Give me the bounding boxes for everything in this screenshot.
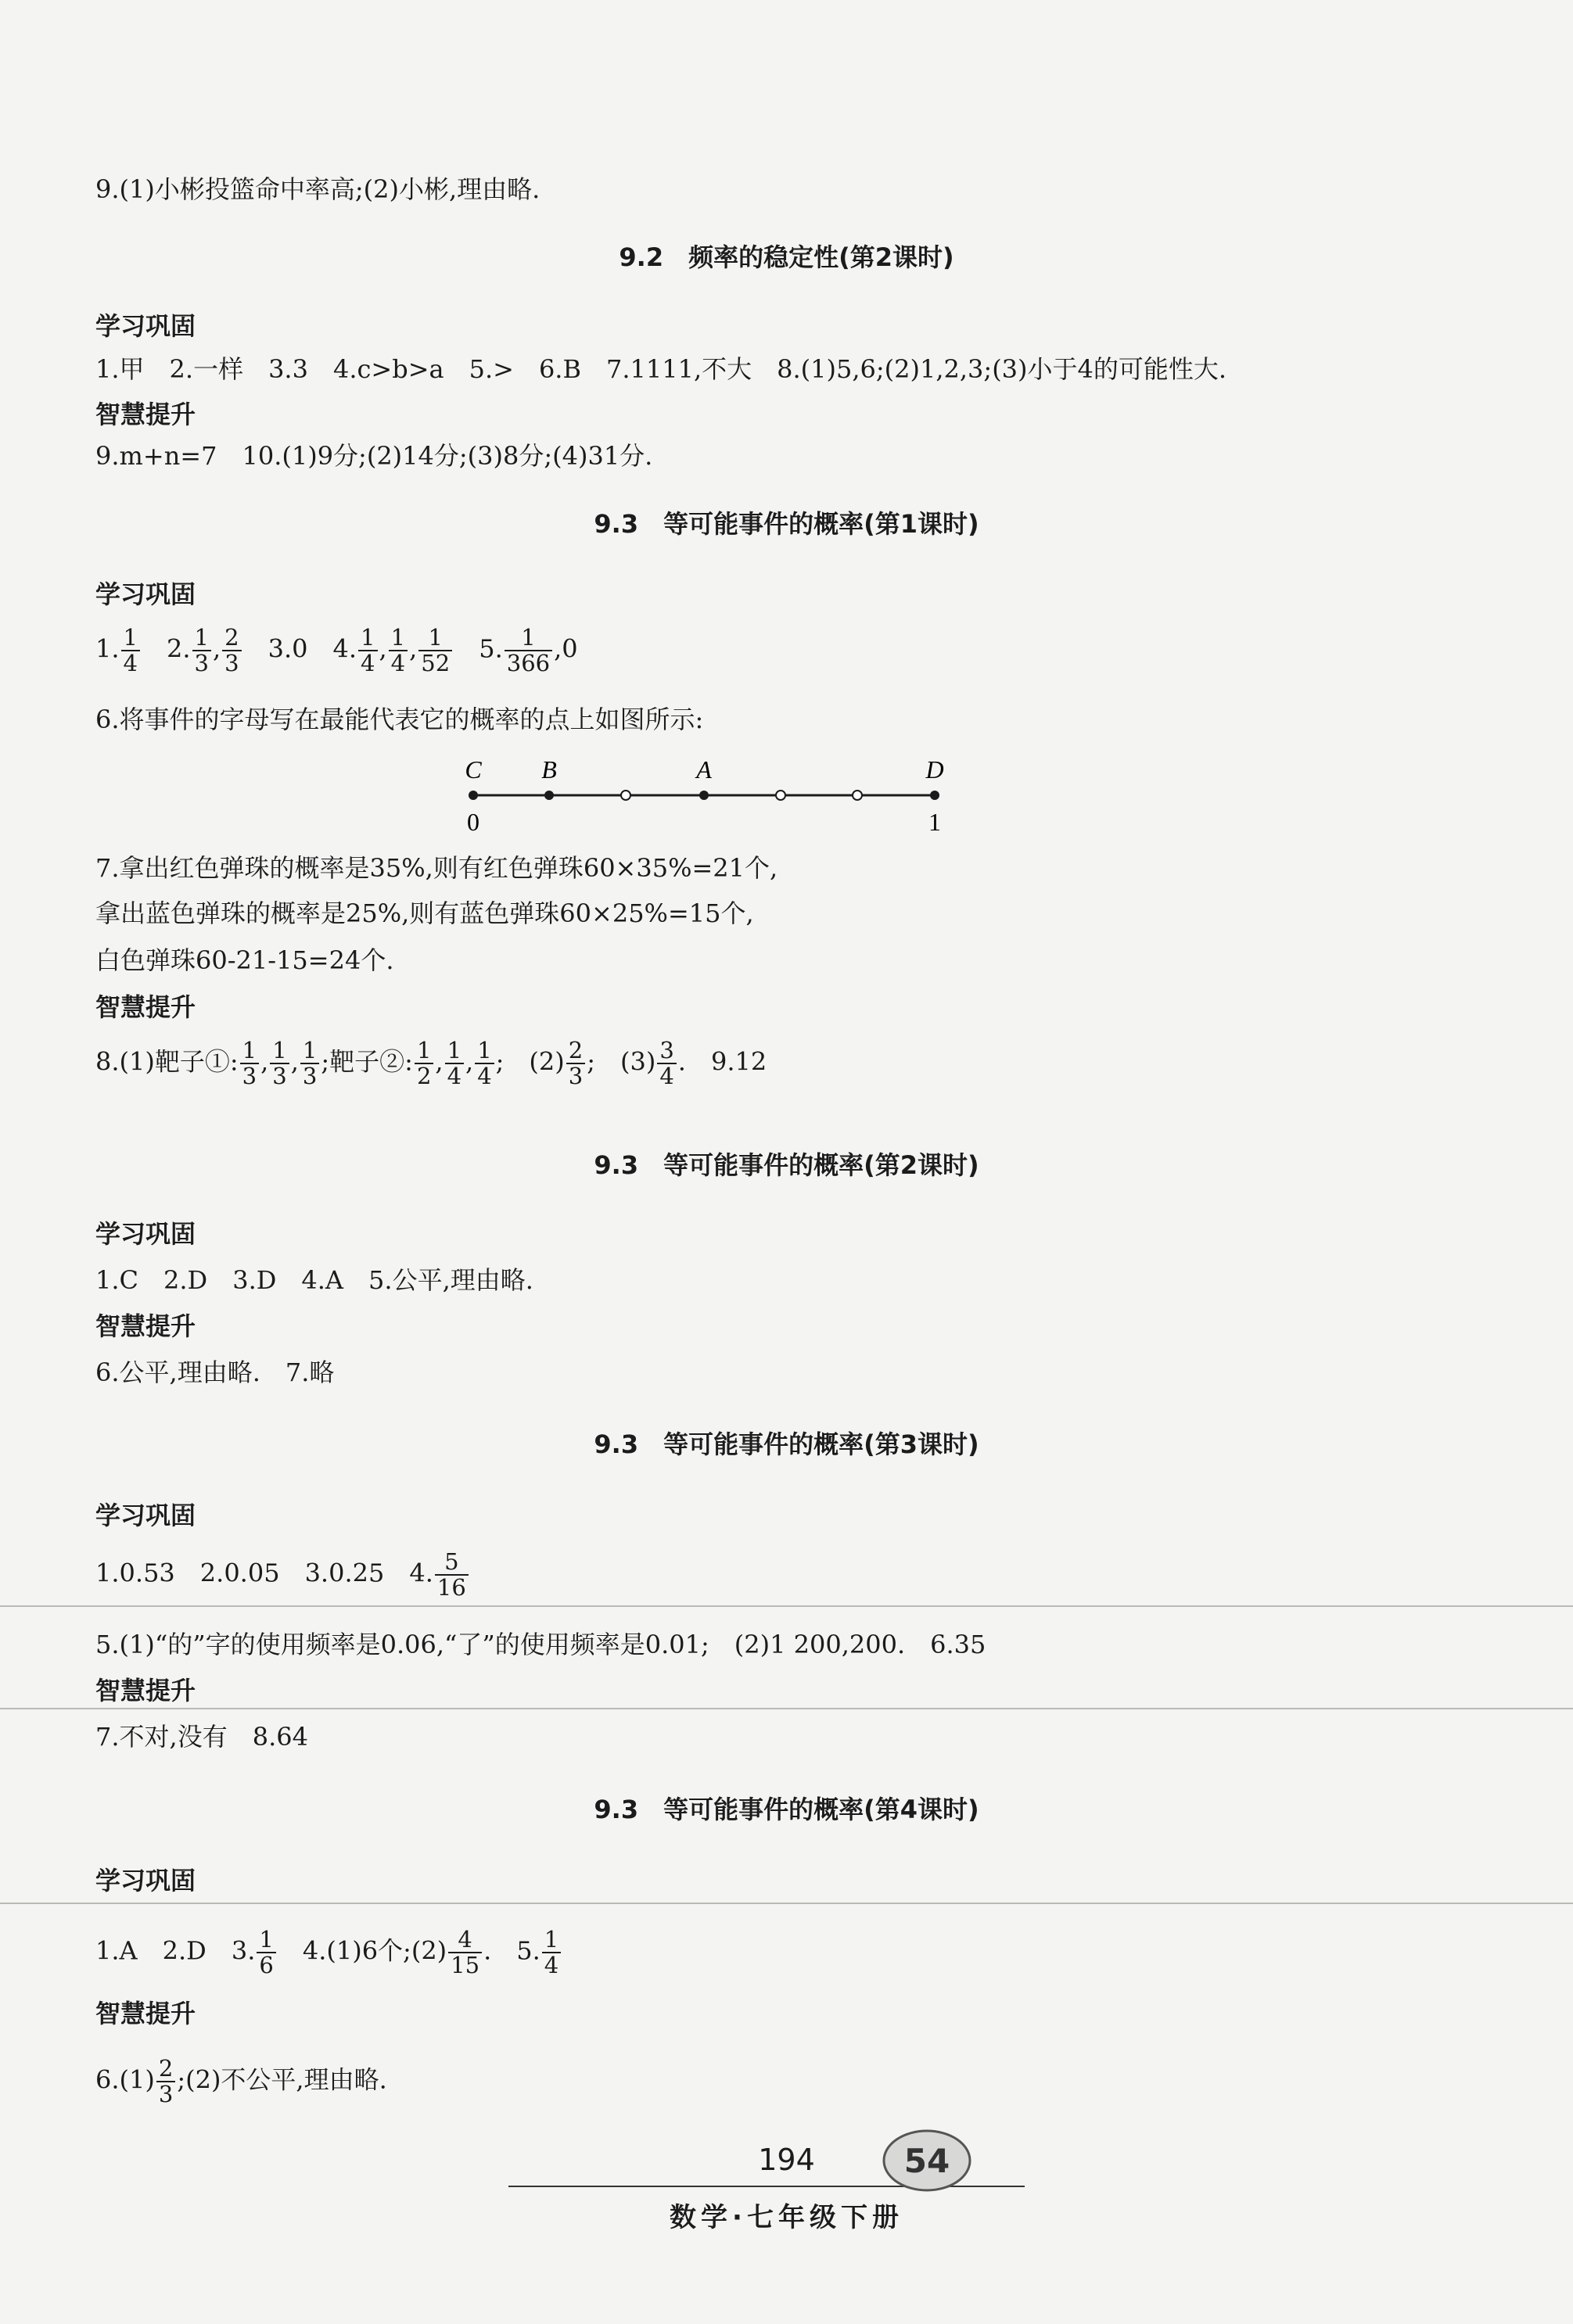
answer-line: 6.将事件的字母写在最能代表它的概率的点上如图所示: <box>95 705 704 734</box>
answer-line-fractions: 8.(1)靶子①: $\frac{1}{3}$ , $\frac{1}{3}$ , $\frac{1}{3}$ ;靶子②: $\frac{1}{2}$ , $\frac{1}{4}$ , $\frac{1}{4}$ ; (2) $\frac{2}{3}$ ; (3) $\frac{3}{4}$ . 9.12 <box>95 1037 767 1089</box>
answer-line: 7.拿出红色弹珠的概率是35%,则有红色弹珠60×35%=21个, <box>95 853 778 883</box>
answer-line-fractions: 6.(1) $\frac{2}{3}$ ;(2)不公平,理由略. <box>95 2055 387 2107</box>
scan-artifact-line <box>0 1903 1573 1904</box>
answer-line: 1.甲 2.一样 3.3 4.c>b>a 5.> 6.B 7.1111,不大 8.(1)5,6;(2)1,2,3;(3)小于4的可能性大. <box>95 354 1227 384</box>
heading-learn: 学习巩固 <box>95 311 196 341</box>
probability-number-line <box>438 755 986 841</box>
heading-learn: 学习巩固 <box>95 1219 196 1249</box>
label-zero: 0 <box>467 808 479 836</box>
section-title: 9.3 等可能事件的概率(第2课时) <box>594 1150 979 1180</box>
heading-wisdom: 智慧提升 <box>95 1676 196 1705</box>
series-badge-icon <box>880 2125 974 2196</box>
section-title: 9.3 等可能事件的概率(第4课时) <box>594 1795 979 1824</box>
label-c: C <box>465 755 482 784</box>
answer-line: 5.(1)“的”字的使用频率是0.06,“了”的使用频率是0.01; (2)1 200,200. 6.35 <box>95 1630 986 1659</box>
answer-line: 6.公平,理由略. 7.略 <box>95 1357 335 1387</box>
label-a: A <box>696 755 712 784</box>
book-title: 数学·七年级下册 <box>670 2202 903 2233</box>
scan-artifact-line <box>0 1708 1573 1709</box>
page-number: 194 <box>758 2143 815 2177</box>
label-b: B <box>541 755 557 784</box>
section-title: 9.3 等可能事件的概率(第1课时) <box>594 509 979 539</box>
heading-learn: 学习巩固 <box>95 1866 196 1895</box>
heading-learn: 学习巩固 <box>95 1501 196 1530</box>
answer-line: 拿出蓝色弹珠的概率是25%,则有蓝色弹珠60×25%=15个, <box>95 898 754 928</box>
heading-wisdom: 智慧提升 <box>95 1311 196 1341</box>
answer-line-fractions: 1.0.53 2.0.05 3.0.25 4. $\frac{5}{16}$ <box>95 1550 470 1600</box>
heading-wisdom: 智慧提升 <box>95 400 196 429</box>
label-one: 1 <box>928 808 941 836</box>
answer-line: 9.m+n=7 10.(1)9分;(2)14分;(3)8分;(4)31分. <box>95 441 653 471</box>
heading-wisdom: 智慧提升 <box>95 992 196 1022</box>
label-d: D <box>925 755 944 784</box>
answer-line: 1.C 2.D 3.D 4.A 5.公平,理由略. <box>95 1265 533 1295</box>
answer-line: 白色弹珠60-21-15=24个. <box>95 945 394 975</box>
badge-text: 54 <box>903 2142 950 2180</box>
heading-learn: 学习巩固 <box>95 579 196 609</box>
answer-line: 9.(1)小彬投篮命中率高;(2)小彬,理由略. <box>95 174 540 204</box>
heading-wisdom: 智慧提升 <box>95 1999 196 2028</box>
answer-line-fractions: 1. $\frac{1}{4}$ 2. $\frac{1}{3}$ , $\frac{2}{3}$ 3.0 4. $\frac{1}{4}$ , $\frac{1}{4}$ , $\frac{1}{52}$ 5. $\frac{1}{366}$ ,0 <box>95 624 578 676</box>
section-title: 9.3 等可能事件的概率(第3课时) <box>594 1429 979 1459</box>
section-title: 9.2 频率的稳定性(第2课时) <box>619 242 954 272</box>
answer-line: 7.不对,没有 8.64 <box>95 1722 308 1752</box>
answer-line-fractions: 1.A 2.D 3. $\frac{1}{6}$ 4.(1)6个;(2) $\frac{4}{15}$ . 5. $\frac{1}{4}$ <box>95 1928 562 1978</box>
scan-artifact-line <box>0 1605 1573 1607</box>
